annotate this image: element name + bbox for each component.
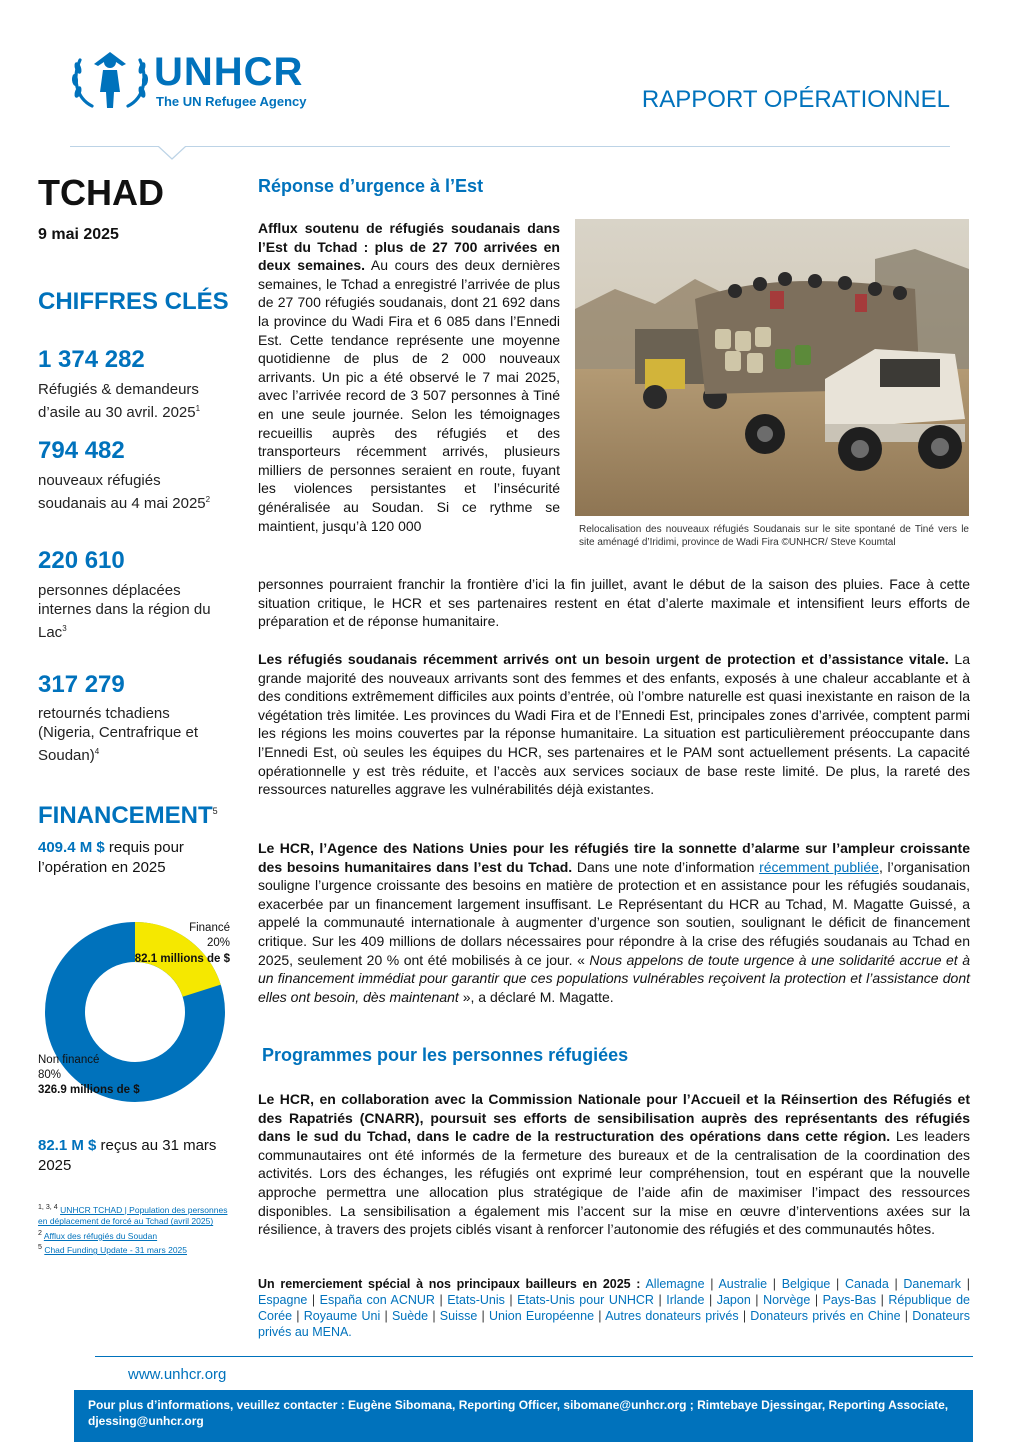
donor-thanks: Un remerciement spécial à nos principaux bailleurs en 2025 : Allemagne | Australie | Belgique | Canada | Danemark | Espagne | España con ACNUR | Etats-Unis | Etats-Unis pour UNHCR | Irlande | Japon | Norvège | Pays-Bas | République de Corée | Royaume Uni | Suède | Suisse | Union Européenne | Autres donateurs privés | Donateurs privés en Chine | Donateurs privés au MENA. [258, 1277, 970, 1339]
donor-separator: | [380, 1309, 392, 1323]
donor-separator: | [477, 1309, 490, 1323]
key-figures-title: CHIFFRES CLÉS [38, 288, 229, 315]
report-date: 9 mai 2025 [38, 226, 119, 243]
key-figure-value: 317 279 [38, 671, 125, 698]
funded-amount: 82.1 millions de $ [134, 953, 230, 965]
section-title-programmes: Programmes pour les personnes réfugiées [262, 1045, 629, 1065]
key-figure-value: 1 374 282 [38, 346, 145, 373]
donor-name[interactable]: Belgique [781, 1277, 831, 1291]
donor-name[interactable]: Australie [718, 1277, 768, 1291]
header-divider [70, 146, 950, 147]
key-figure-label: nouveaux réfugiés soudanais au 4 mai 2025$^2$ [38, 472, 211, 512]
key-figure-label: personnes déplacées internes dans la région du Lac$^3$ [38, 582, 211, 641]
donor-separator: | [428, 1309, 440, 1323]
key-figure-value: 220 610 [38, 547, 125, 574]
paragraph-cnarr: Le HCR, en collaboration avec la Commission Nationale pour l’Accueil et la Réinsertion des Réfugiés et des Rapatriés (CNARR), poursuit ses efforts de sensibilisation auprès des représentants des réfugiés dans le sud du Tchad, dans le cadre de la restructuration des opérations dans cette région. Les leaders communautaires ont été informés de la fermeture des bureaux et de la centralisation de la coordination des activités. Lors des échanges, les réfugiés ont exprimé leur compréhension, tout en espérant que la nouvelle approche permettra une allocation plus stratégique de l’aide afin de maximiser l’impact des ressources disponibles. La sensibilisation a également mis l’accent sur la mise en œuvre d’interventions axées sur la résilience, à travers des projets ciblés visant à renforcer l’autonomie des réfugiés et des communautés hôtes. [258, 1091, 970, 1238]
donor-name[interactable]: Espagne [258, 1293, 308, 1307]
funding-required: 409.4 M $ requis pour l’opération en 2025 [38, 839, 184, 876]
donor-separator: | [961, 1277, 970, 1291]
donor-separator: | [738, 1309, 751, 1323]
photo-caption: Relocalisation des nouveaux réfugiés Soudanais sur le site spontané de Tiné vers le site aménagé d’Iridimi, province de Wadi Fira ©UNHCR/ Steve Koumtal [579, 524, 969, 548]
donor-separator: | [653, 1293, 667, 1307]
country-title: TCHAD [38, 172, 164, 213]
unfunded-label: Non financé [38, 1054, 100, 1066]
header-notch [158, 146, 186, 160]
section-title-emergency: Réponse d’urgence à l’Est [258, 176, 484, 196]
donor-name[interactable]: Royaume Uni [303, 1309, 381, 1323]
donor-name[interactable]: Suisse [439, 1309, 478, 1323]
donor-name[interactable]: Union Européenne [489, 1309, 595, 1323]
funded-label: Financé [189, 922, 230, 934]
donor-separator: | [704, 1293, 717, 1307]
funding-title: FINANCEMENT$^5$ [38, 802, 218, 829]
donor-name[interactable]: Donateurs privés en Chine [750, 1309, 901, 1323]
funding-received: 82.1 M $ reçus au 31 mars 2025 [38, 1137, 217, 1174]
donor-name[interactable]: Pays-Bas [822, 1293, 877, 1307]
funded-percent: 20% [206, 937, 230, 949]
donor-separator: | [704, 1277, 719, 1291]
donor-separator: | [900, 1309, 913, 1323]
donor-name[interactable]: Autres donateurs privés [605, 1309, 739, 1323]
donor-separator: | [292, 1309, 304, 1323]
donor-separator: | [594, 1309, 606, 1323]
footnote-link-afflux[interactable]: Afflux des réfugiés du Soudan [43, 1230, 158, 1241]
paragraph-protection-needs: Les réfugiés soudanais récemment arrivés ont un besoin urgent de protection et d’assistance vitale. La grande majorité des nouveaux arrivants sont des femmes et des enfants, exposés à une chaleur accablante et à des conditions extrêmement difficiles aux points d’entrée, où l’ombre naturelle est quasi inexistante en raison de la végétation très limitée. Les provinces du Wadi Fira et de l’Ennedi Est, principales zones d’arrivée, comptent parmi les régions les moins couvertes par la réponse humanitaire. La situation est particulièrement préoccupante dans l’Ennedi Est, où seules les équipes du HCR, ses partenaires et le PAM sont actuellement présents. La capacité opérationnelle y est très réduite, et l’accès aux services sociaux de base reste limité. De plus, la rareté des ressources naturelles aggrave les vulnérabilités déjà existantes. [258, 651, 970, 798]
donor-name[interactable]: République de Corée [258, 1293, 970, 1323]
donor-name[interactable]: Japon [716, 1293, 751, 1307]
footnote-link-population[interactable]: UNHCR TCHAD | Population des personnes en déplacement de forcé au Tchad (avril 2025) [38, 1204, 228, 1227]
paragraph-influx: Afflux soutenu de réfugiés soudanais dans l’Est du Tchad : plus de 27 700 arrivées en deux semaines. Au cours des deux dernières semaines, le Tchad a enregistré l’arrivée de plus de 27 700 réfugiés soudanais, dont 21 692 dans la province du Wadi Fira et 6 085 dans l’Ennedi Est. Cette tendance représente une moyenne quotidienne de plus de 2 000 nouveaux arrivants. Un pic a été observé le 7 mai 2025, avec l’arrivée record de 3 507 personnes à Tiné en une seule journée. Selon les témoignages recueillis auprès des réfugiés et des transporteurs récemment arrivés, plusieurs milliers de personnes seraient en route, fuyant les violences persistantes et l’insécurité généralisée au Soudan. Si ce rythme se maintient, jusqu’à 120 000 [258, 220, 560, 534]
refugee-truck-photo [575, 219, 969, 516]
key-figure-value: 794 482 [38, 437, 125, 464]
donor-separator: | [810, 1293, 823, 1307]
donor-separator: | [434, 1293, 448, 1307]
donor-separator: | [750, 1293, 764, 1307]
donor-name[interactable]: Suède [391, 1309, 429, 1323]
contact-text: Pour plus d’informations, veuillez contacter : Eugène Sibomana, Reporting Officer, sibomane@unhcr.org ; Rimtebaye Djessingar, Reporting Associate, djessing@unhcr.org [88, 1398, 949, 1428]
report-title: RAPPORT OPÉRATIONNEL [641, 86, 950, 113]
key-figure-label: retournés tchadiens (Nigeria, Centrafrique et Soudan)$^4$ [38, 705, 199, 764]
donor-name[interactable]: Donateurs privés au MENA. [258, 1309, 970, 1339]
paragraph-influx-continued: personnes pourraient franchir la frontière d’ici la fin juillet, avant le début de la saison des pluies. Face à cette situation critique, le HCR et ses partenaires restent en état d’alerte maximale et intensifient leurs efforts de préparation et de réponse humanitaire. [258, 576, 970, 630]
donor-separator: | [888, 1277, 904, 1291]
key-figure-label: Réfugiés & demandeurs d’asile au 30 avril. 2025$^1$ [38, 381, 201, 421]
laurel-person-icon [70, 48, 150, 114]
donor-name[interactable]: España con ACNUR [319, 1293, 435, 1307]
donor-separator: | [830, 1277, 845, 1291]
donor-name[interactable]: Etats-Unis pour UNHCR [517, 1293, 654, 1307]
donor-name[interactable]: Irlande [666, 1293, 705, 1307]
donor-name[interactable]: Allemagne [645, 1277, 705, 1291]
logo-tagline: The UN Refugee Agency [156, 94, 307, 109]
paragraph-alarm: Le HCR, l’Agence des Nations Unies pour les réfugiés tire la sonnette d’alarme sur l’ampleur croissante des besoins humanitaires dans l’est du Tchad. Dans une note d’information récemment publiée, l’organisation souligne l’urgence croissante des besoins en matière de protection et en assistance pour les réfugiés soudanais, exacerbée par un financement largement insuffisant. Le Représentant du HCR au Tchad, M. Magatte Guissé, a appelé la communauté internationale à augmenter d’urgence son soutien, soulignant le déficit de financement critique. Sur les 409 millions de dollars nécessaires pour répondre à la crise des réfugiés soudanais au Tchad en 2025, seulement 20 % ont été mobilisés à ce jour. « Nous appelons de toute urgence à une solidarité accrue et à un financement immédiat pour garantir que ces populations vulnérables reçoivent la protection et l’assistance dont elles ont besoin, dès maintenant », a déclaré M. Magatte. [258, 840, 971, 1005]
donor-separator: | [504, 1293, 518, 1307]
logo-name: UNHCR [154, 50, 304, 94]
unhcr-logo [70, 48, 350, 118]
donor-separator: | [767, 1277, 782, 1291]
footnotes: $^{1, 3, 4}$ UNHCR TCHAD | Population des personnes en déplacement de forcé au Tchad (avril 2025) $^2$ Afflux des réfugiés du Soudan $^5$ Chad Funding Update - 31 mars 2025 [38, 1203, 228, 1255]
footnote-link-funding[interactable]: Chad Funding Update - 31 mars 2025 [44, 1244, 188, 1255]
donor-name[interactable]: Etats-Unis [447, 1293, 505, 1307]
website-link[interactable]: www.unhcr.org [128, 1366, 227, 1383]
briefing-note-link[interactable]: récemment publiée [759, 858, 879, 875]
unfunded-amount: 326.9 millions de $ [38, 1084, 140, 1096]
footer-divider [95, 1356, 973, 1357]
donor-separator: | [307, 1293, 320, 1307]
donor-name[interactable]: Canada [844, 1277, 889, 1291]
donor-name[interactable]: Norvège [763, 1293, 811, 1307]
donor-name[interactable]: Danemark [903, 1277, 962, 1291]
contact-bar [74, 1390, 973, 1442]
unfunded-percent: 80% [38, 1069, 62, 1081]
donor-separator: | [876, 1293, 889, 1307]
